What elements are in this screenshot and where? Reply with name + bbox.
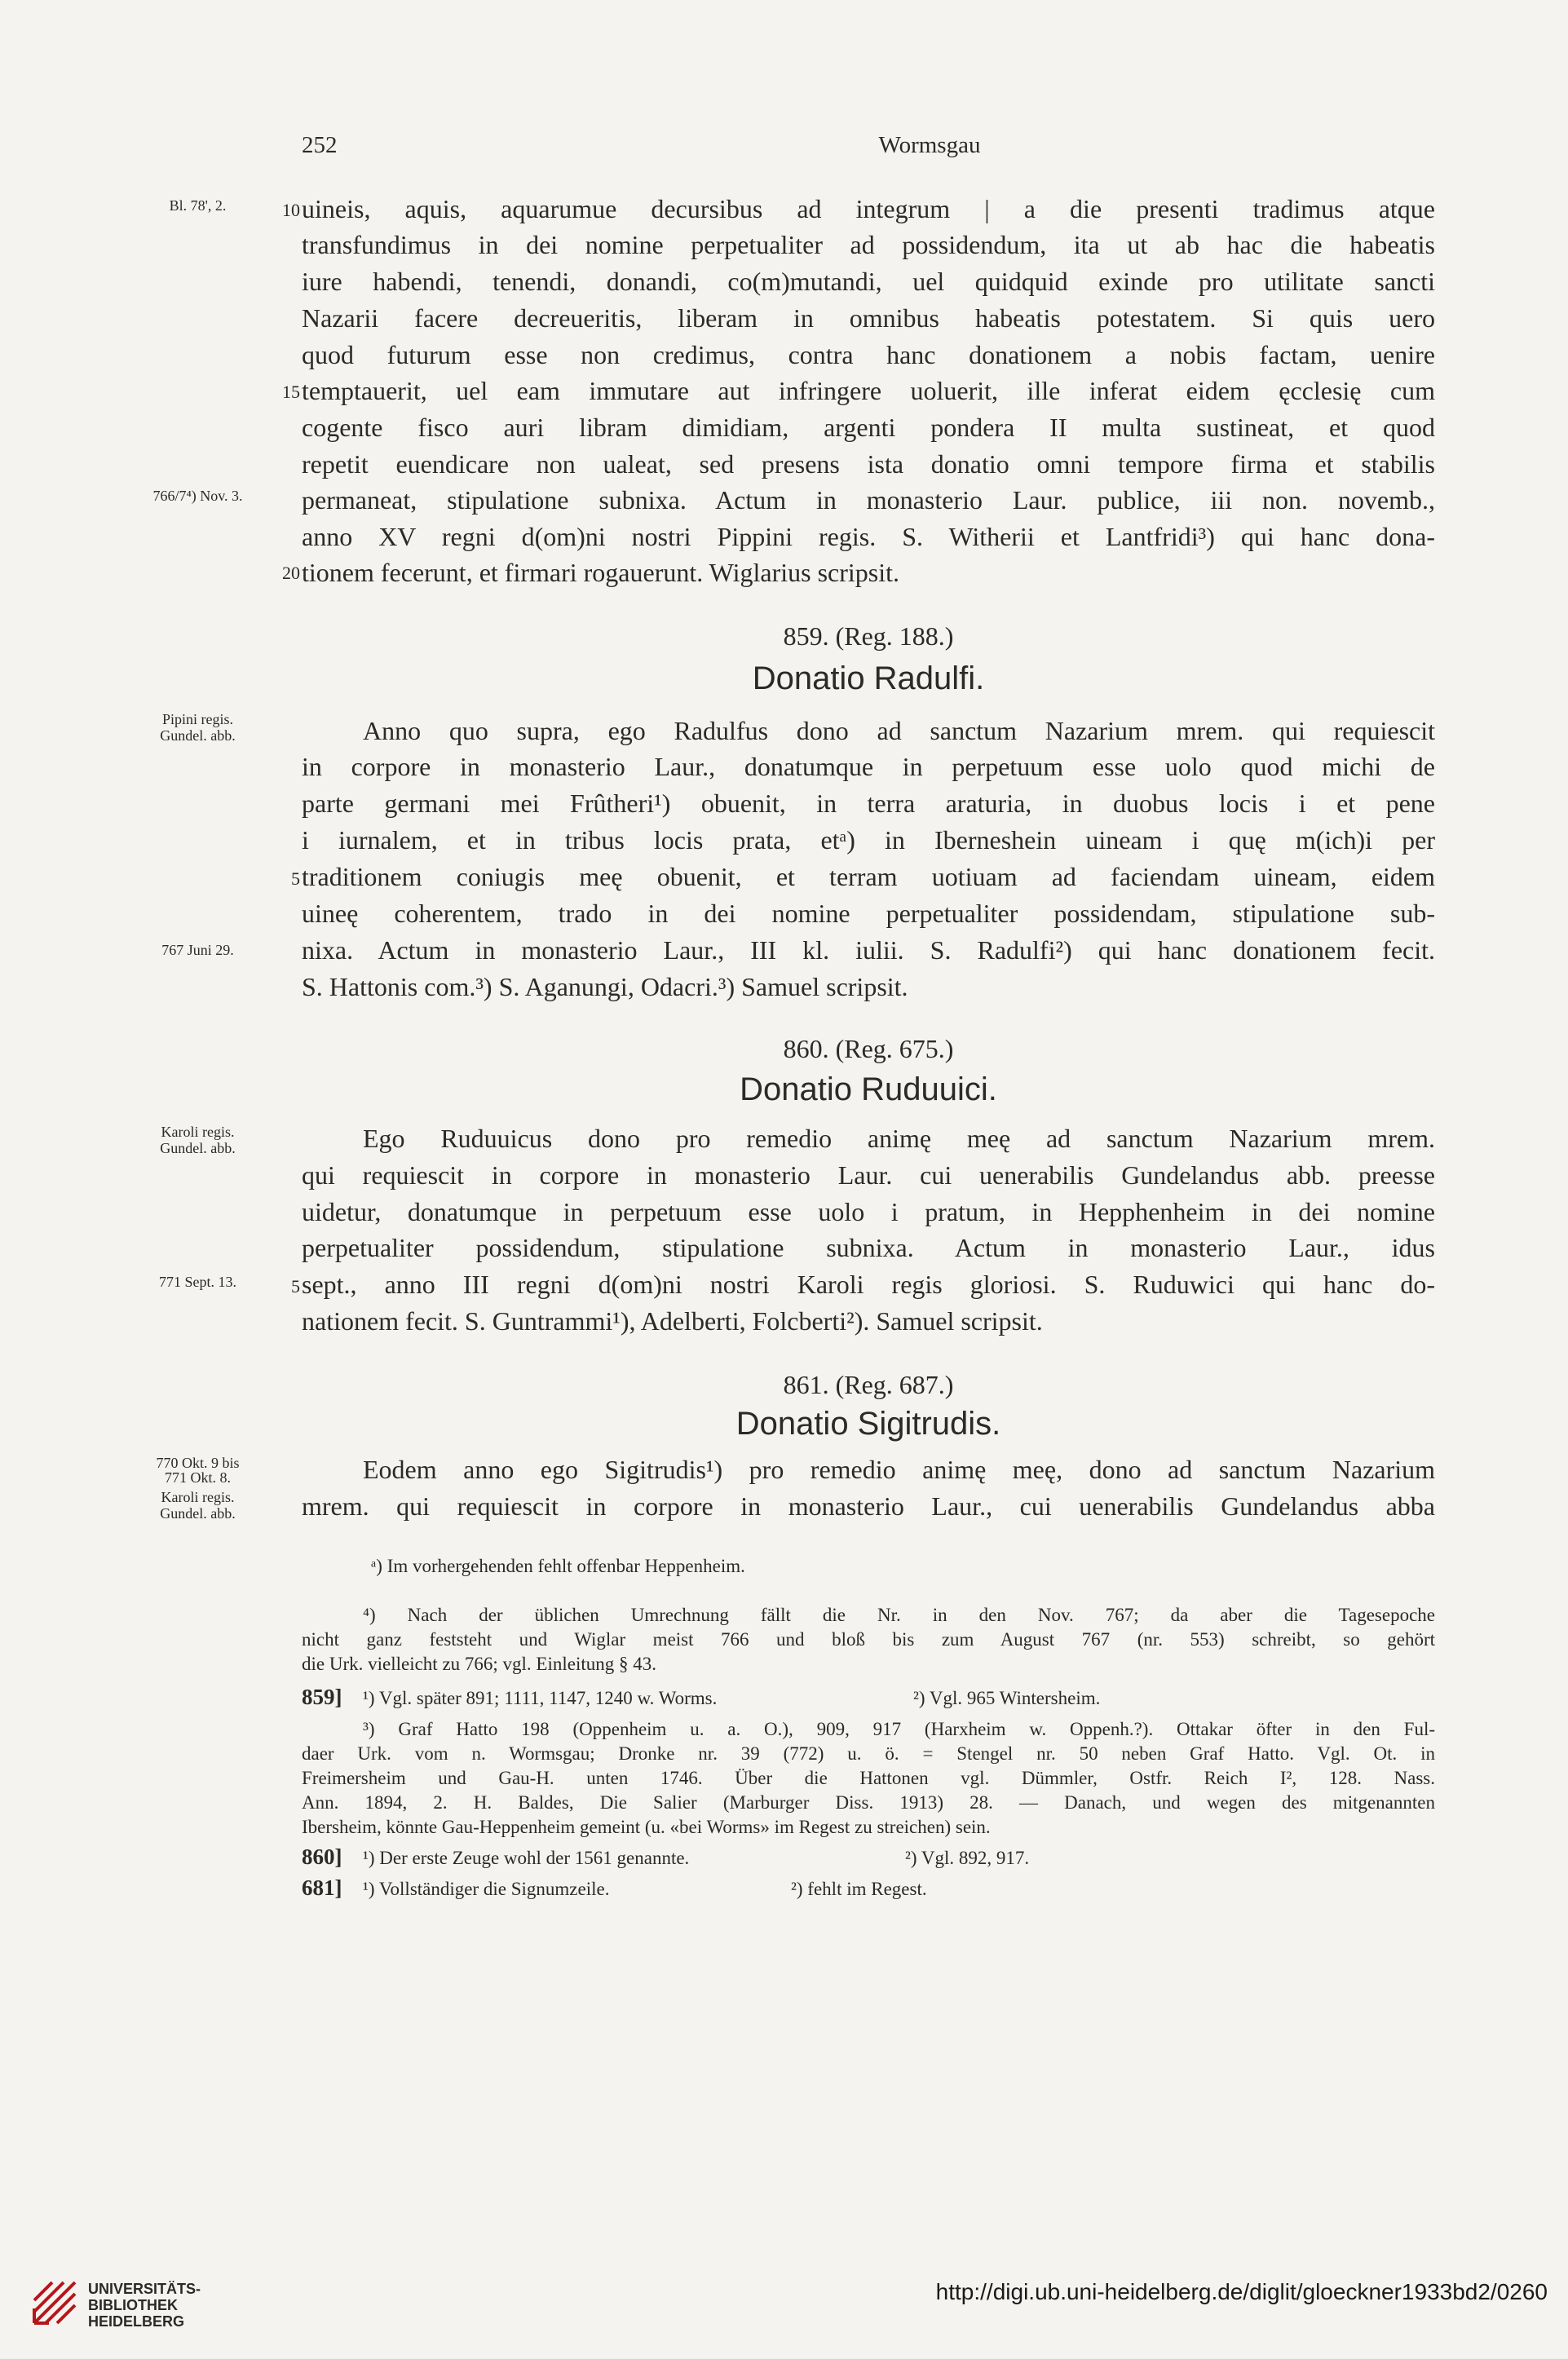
text-line: S. Hattonis com.³) S. Aganungi, Odacri.³) Samuel scripsit. xyxy=(302,972,908,1001)
text-line: permaneat, stipulatione subnixa. Actum in monasterio Laur. publice, iii non. novemb., xyxy=(302,485,1435,515)
charter-number: 861. (Reg. 687.) xyxy=(783,1370,954,1399)
footnote: daer Urk. vom n. Wormsgau; Dronke nr. 39 (772) u. ö. = Stengel nr. 50 neben Graf Hatto. Vgl. Ot. in xyxy=(302,1743,1435,1764)
text-line: traditionem coniugis meę obuenit, et terram uotiuam ad faciendam uineam, eidem xyxy=(302,862,1435,891)
text-line: parte germani mei Frûtheri¹) obuenit, in terra araturia, in duobus locis i et pene xyxy=(302,789,1435,818)
text-line: uineę coherentem, trado in dei nomine perpetualiter possidendam, stipulatione sub- xyxy=(302,899,1435,928)
text-line: transfundimus in dei nomine perpetualiter ad possidendum, ita ut ab hac die habeatis xyxy=(302,230,1435,259)
charter-number: 859. (Reg. 188.) xyxy=(783,621,954,651)
margin-note: Gundel. abb. xyxy=(160,1140,236,1156)
charter-title: Donatio Ruduuici. xyxy=(740,1071,997,1107)
text-line: Eodem anno ego Sigitrudis¹) pro remedio animę meę, dono ad sanctum Nazarium xyxy=(363,1455,1435,1484)
footnote: ²) Vgl. 892, 917. xyxy=(905,1848,1030,1868)
institution-name: UNIVERSITÄTS- BIBLIOTHEK HEIDELBERG xyxy=(88,2281,201,2330)
footnote: ²) fehlt im Regest. xyxy=(791,1879,927,1899)
footnote-label: 681] xyxy=(302,1875,342,1900)
text-line: iure habendi, tenendi, donandi, co(m)mutandi, uel quidquid exinde pro utilitate sancti xyxy=(302,267,1435,296)
margin-note: Pipini regis. xyxy=(161,711,233,727)
line-number: 5 xyxy=(291,868,300,889)
text-line: repetit euendicare non ualeat, sed presens ista donatio omni tempore firma et stabilis xyxy=(302,449,1435,479)
charter-number: 860. (Reg. 675.) xyxy=(783,1034,954,1063)
library-logo-icon xyxy=(31,2279,78,2326)
text-line: qui requiescit in corpore in monasterio Laur. cui uenerabilis Gundelandus abb. preesse xyxy=(302,1160,1435,1190)
page-header xyxy=(302,132,1435,168)
margin-note: 766/7⁴) Nov. 3. xyxy=(152,488,243,504)
footnote: ¹) Vollständiger die Signumzeile. xyxy=(363,1879,610,1899)
text-line: temptauerit, uel eam immutare aut infringere uoluerit, ille inferat eidem ęcclesię cum xyxy=(302,376,1435,405)
text-line: i iurnalem, et in tribus locis prata, etᵃ) in Iberneshein uineam i quę m(ich)i per xyxy=(302,825,1435,855)
footnote: ¹) Der erste Zeuge wohl der 1561 genannte. xyxy=(363,1848,690,1868)
footnote: ⁴) Nach der üblichen Umrechnung fällt die Nr. in den Nov. 767; da aber die Tagesepoche xyxy=(363,1605,1435,1625)
line-number: 5 xyxy=(291,1276,300,1297)
footnote-label: 860] xyxy=(302,1844,342,1869)
text-line: Nazarii facere decreueritis, liberam in omnibus habeatis potestatem. Si quis uero xyxy=(302,303,1435,333)
footnote: ¹) Vgl. später 891; 1111, 1147, 1240 w. Worms. xyxy=(363,1688,718,1708)
margin-note: 771 Sept. 13. xyxy=(158,1274,236,1290)
footnote-label: 859] xyxy=(302,1685,342,1709)
text-line: in corpore in monasterio Laur., donatumque in perpetuum esse uolo quod michi de xyxy=(302,752,1435,781)
footnote: Freimersheim und Gau-H. unten 1746. Über die Hattonen vgl. Dümmler, Ostfr. Reich I², 128. Nass. xyxy=(302,1768,1435,1788)
footnote: ²) Vgl. 965 Wintersheim. xyxy=(913,1688,1101,1708)
margin-note: Karoli regis. xyxy=(161,1124,235,1140)
footnote: ³) Graf Hatto 198 (Oppenheim u. a. O.), 909, 917 (Harxheim w. Oppenh.?). Ottakar öfter in den Ful- xyxy=(363,1719,1435,1739)
text-line: Ego Ruduuicus dono pro remedio animę meę ad sanctum Nazarium mrem. xyxy=(363,1124,1435,1153)
charter-title: Donatio Radulfi. xyxy=(752,660,985,696)
page-number: 252 xyxy=(302,132,338,158)
text-line: quod futurum esse non credimus, contra hanc donationem a nobis factam, uenire xyxy=(302,340,1435,369)
text-line: cogente fisco auri libram dimidiam, argenti pondera II multa sustineat, et quod xyxy=(302,413,1435,442)
footnote: ᵃ) Im vorhergehenden fehlt offenbar Heppenheim. xyxy=(371,1556,745,1576)
line-number: 15 xyxy=(282,382,300,402)
charter-title: Donatio Sigitrudis. xyxy=(735,1406,1001,1442)
text-line: nixa. Actum in monasterio Laur., III kl. iulii. S. Radulfi²) qui hanc donationem fecit. xyxy=(302,935,1435,965)
line-number: 20 xyxy=(282,563,300,583)
margin-note: Gundel. abb. xyxy=(160,727,236,744)
source-url-link[interactable]: http://digi.ub.uni-heidelberg.de/diglit/gloeckner1933bd2/0260 xyxy=(935,2279,1548,2304)
line-number: 10 xyxy=(282,200,300,220)
footnote: die Urk. vielleicht zu 766; vgl. Einleitung § 43. xyxy=(302,1654,657,1674)
margin-note: Karoli regis. xyxy=(161,1489,235,1505)
text-line: sept., anno III regni d(om)ni nostri Karoli regis gloriosi. S. Ruduwici qui hanc do- xyxy=(302,1270,1435,1299)
text-line: Anno quo supra, ego Radulfus dono ad sanctum Nazarium mrem. qui requiescit xyxy=(363,716,1435,745)
text-line: nationem fecit. S. Guntrammi¹), Adelberti, Folcberti²). Samuel scripsit. xyxy=(302,1306,1043,1336)
text-line: uineis, aquis, aquarumue decursibus ad integrum | a die presenti tradimus atque xyxy=(302,194,1435,223)
text-line: tionem fecerunt, et firmari rogauerunt. Wiglarius scripsit. xyxy=(302,558,899,587)
footnote: nicht ganz feststeht und Wiglar meist 766 und bloß bis zum August 767 (nr. 553) schreibt, so gehört xyxy=(302,1629,1435,1650)
margin-note: 767 Juni 29. xyxy=(161,942,234,958)
text-line: perpetualiter possidendum, stipulatione subnixa. Actum in monasterio Laur., idus xyxy=(302,1233,1435,1262)
text-line: mrem. qui requiescit in corpore in monasterio Laur., cui uenerabilis Gundelandus abba xyxy=(302,1491,1435,1521)
digitization-footer xyxy=(0,2230,1568,2359)
margin-note: 771 Okt. 8. xyxy=(165,1469,231,1486)
text-line: anno XV regni d(om)ni nostri Pippini regis. S. Witherii et Lantfridi³) qui hanc dona- xyxy=(302,522,1435,551)
margin-note: Gundel. abb. xyxy=(160,1505,236,1522)
footnote: Ann. 1894, 2. H. Baldes, Die Salier (Marburger Diss. 1913) 28. — Danach, und wegen des mitgenannten xyxy=(302,1792,1435,1813)
margin-note: 770 Okt. 9 bis xyxy=(156,1455,240,1471)
text-line: uidetur, donatumque in perpetuum esse uolo i pratum, in Hepphenheim in dei nomine xyxy=(302,1197,1435,1226)
running-head: Wormsgau xyxy=(878,132,981,158)
footnote: Ibersheim, könnte Gau-Heppenheim gemeint (u. «bei Worms» im Regest zu streichen) sein. xyxy=(302,1817,991,1837)
margin-note: Bl. 78', 2. xyxy=(169,197,227,214)
